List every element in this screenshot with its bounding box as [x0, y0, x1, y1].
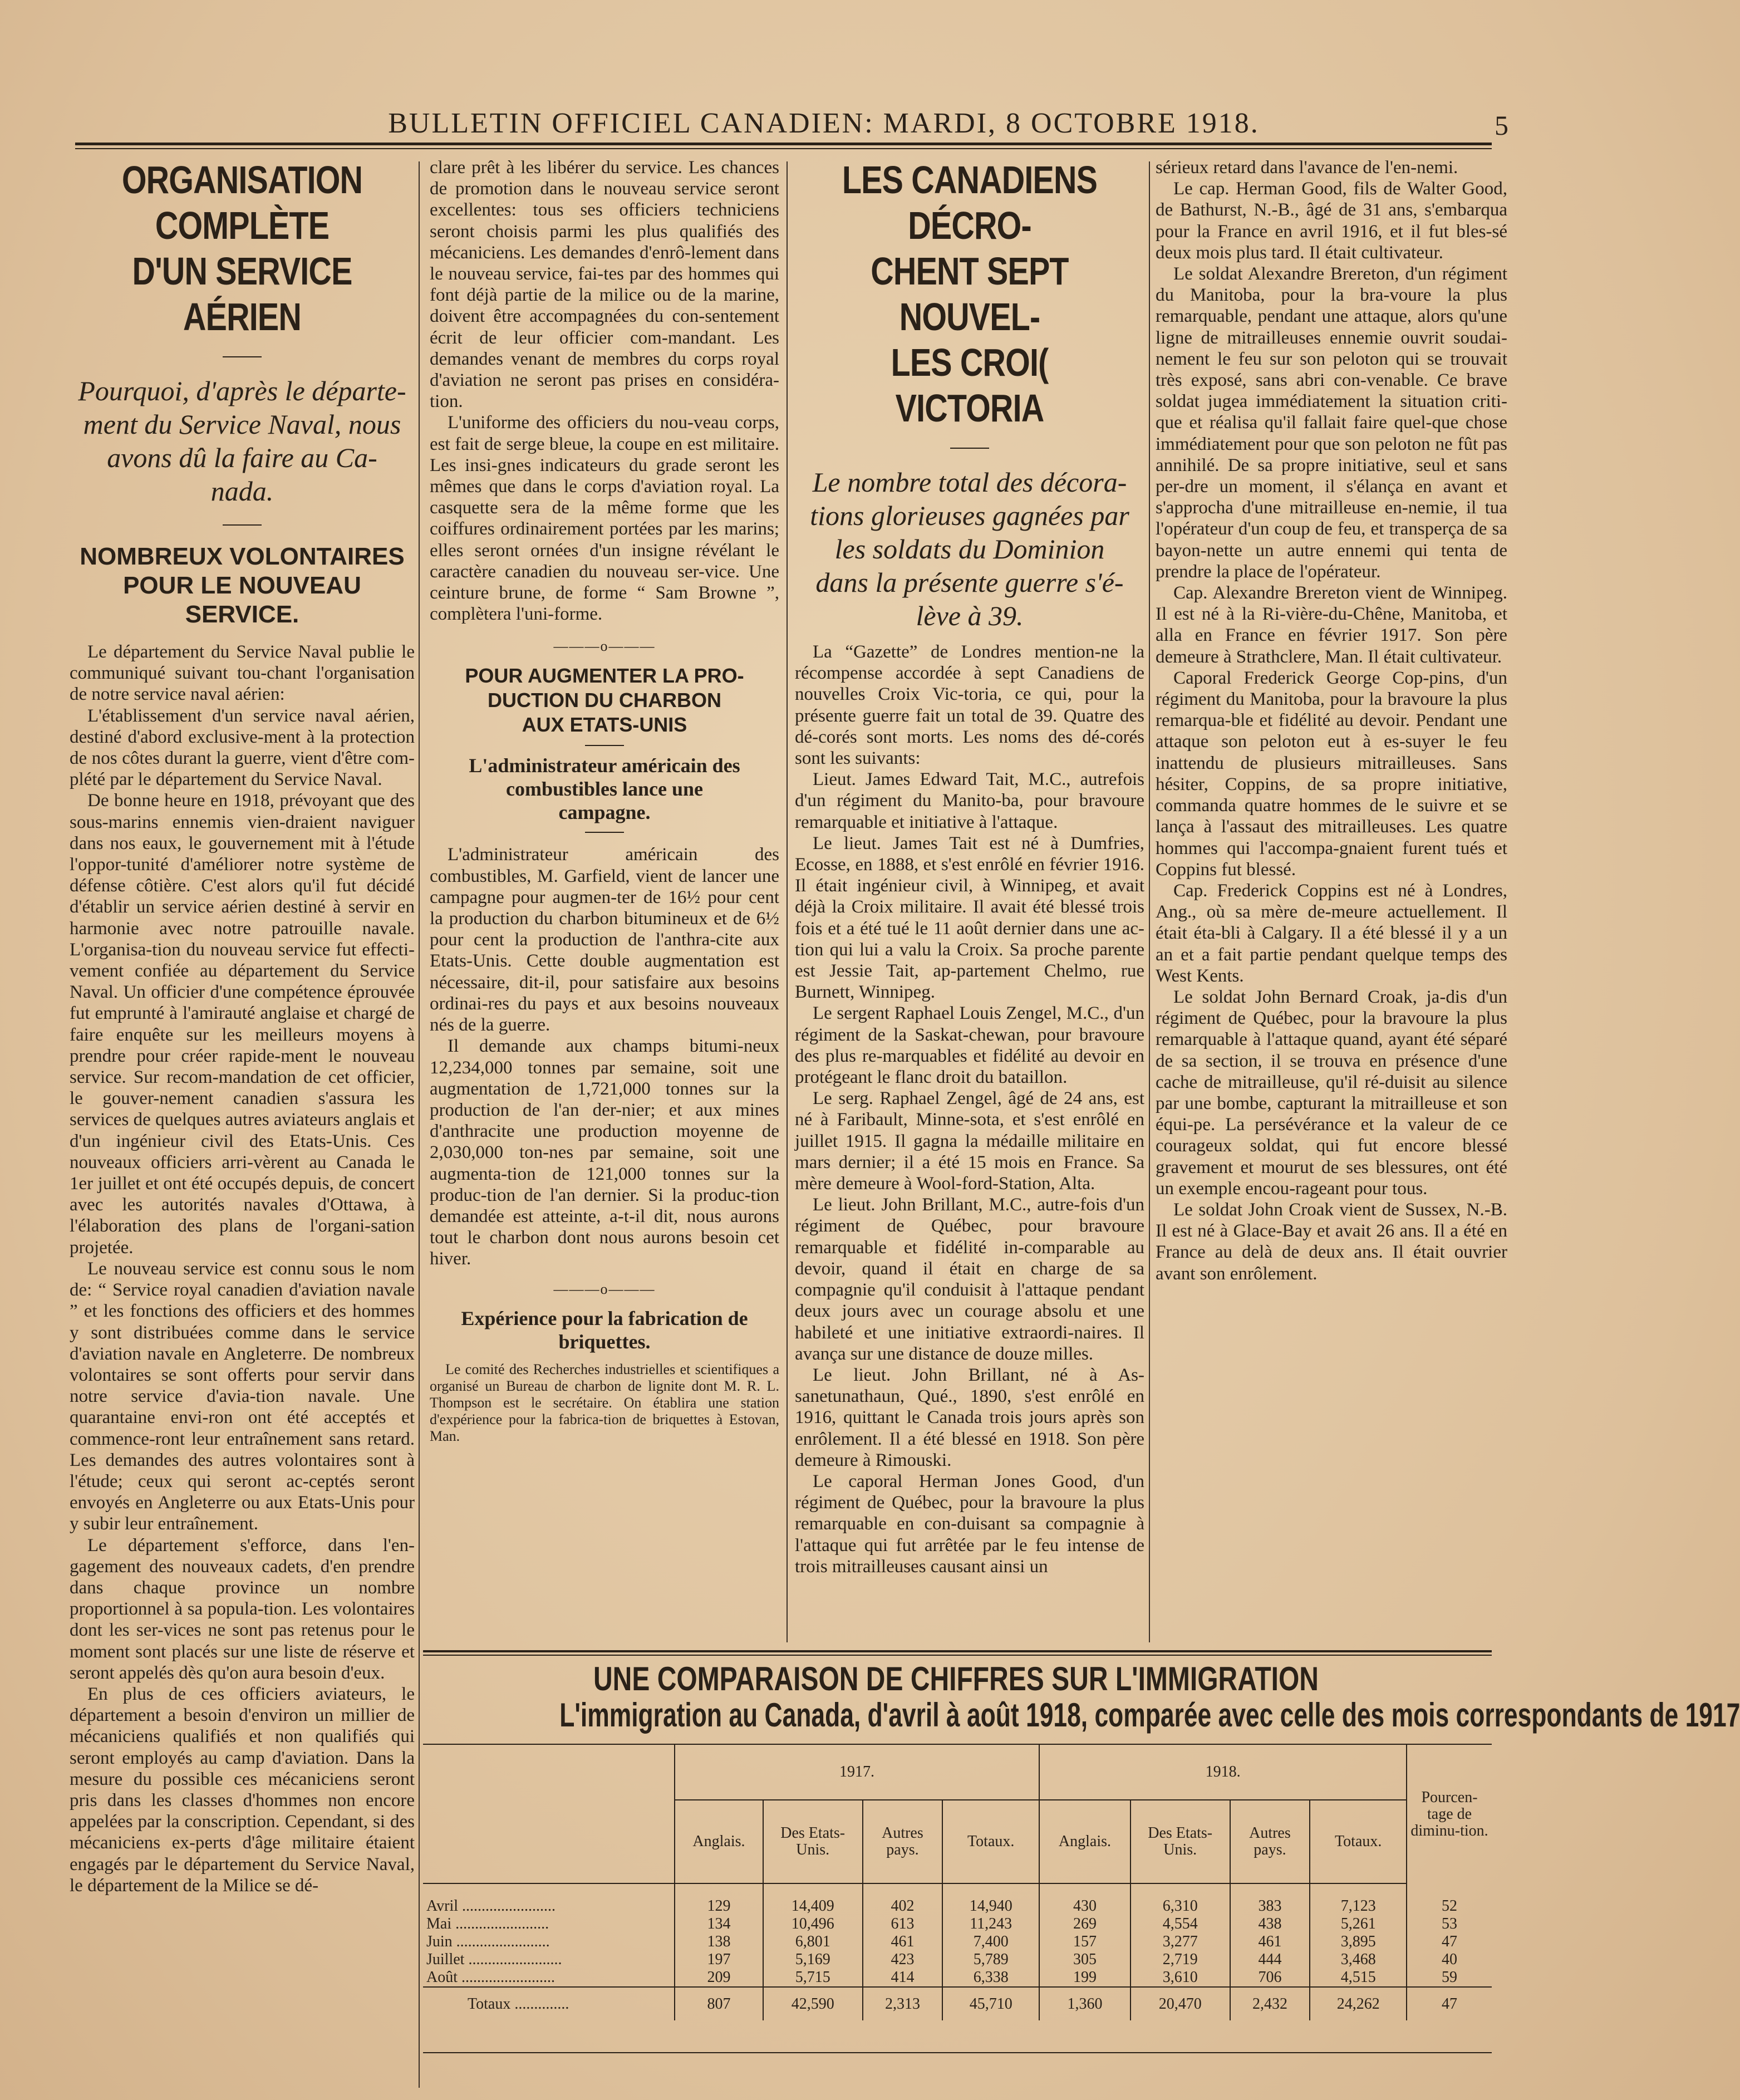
- paragraph: Le caporal Herman Jones Good, d'un régiment de Québec, pour la bravoure la plus remarquable en con-duisant sa compagnie à l'attaque qui fut arrêtée par le feu intense de trois mitrailleuses causant ainsi un: [795, 1471, 1144, 1577]
- table-cell: 3,895: [1310, 1933, 1407, 1951]
- article-headline: [101, 157, 384, 340]
- paragraph: Le lieut. James Tait est né à Dumfries, Ecosse, en 1888, et s'est enrôlé en février 1916. Il était ingénieur civil, à Winnipeg, et avait déjà la Croix militaire. Il avait été blessé trois fois et a été tué le 11 août dernier dans une ac-tion qui lui a valu la Croix. Sa proche parente est Jessie Tait, ap-partement Chelmo, rue Burnett, Winnipeg.: [795, 833, 1144, 1003]
- subhead-line: ment du Service Naval, nous: [83, 409, 401, 440]
- paragraph: L'établissement d'un service naval aérien, destiné d'abord exclusive-ment à la protection de nos côtes durant la guerre, vient d'être com-plété par le département du Service Naval.: [70, 705, 415, 790]
- table-cell: 2,432: [1230, 1987, 1310, 2020]
- separator: ———o———: [553, 638, 656, 655]
- table-cell: 45,710: [942, 1987, 1039, 2020]
- table-cell: 6,801: [763, 1933, 863, 1951]
- table-cell: 3,277: [1130, 1933, 1230, 1951]
- article-headline-briquettes: [430, 1307, 779, 1353]
- table-cell: 197: [675, 1951, 763, 1969]
- table-cell: 461: [863, 1933, 943, 1951]
- table-row: [423, 1915, 1492, 1933]
- row-label: Juillet ........................: [426, 1951, 562, 1968]
- article-body-vc: [795, 641, 1144, 1577]
- column-divider: [1149, 161, 1150, 1642]
- masthead-title: BULLETIN OFFICIEL CANADIEN: MARDI, 8 OCTOBRE 1918.: [388, 107, 1260, 139]
- subhead-line: Pourquoi, d'après le départe-: [78, 375, 406, 406]
- paragraph: L'administrateur américain des combustibles, M. Garfield, vient de lancer une campagne pour augmen-ter de 16½ pour cent la production du charbon bitumineux et de 6½ pour cent la production de l'anthra-cite aux Etats-Unis. Cette double augmentation est nécessaire, dit-il, pour satisfaire aux besoins ordinai-res du pays et aux besoins nouveaux nés de la guerre.: [430, 845, 779, 1036]
- table-row: [423, 1933, 1492, 1951]
- year-1918-header: 1918.: [1039, 1744, 1407, 1800]
- table-cell: 157: [1039, 1933, 1130, 1951]
- table-cell: 5,261: [1310, 1915, 1407, 1933]
- headline-line: LES CANADIENS DÉCRO-: [842, 158, 1098, 247]
- paragraph: Caporal Frederick George Cop-pins, d'un régiment du Manitoba, pour la bravoure la plus remarqua-ble et fidélité au devoir. Pendant une attaque son peloton eut à es-suyer le feu inattendu de plusieurs mitrailleuses. Sans hésiter, Coppins, de sa propre initiative, commanda quatre hommes de le suivre et se lança à l'assaut des mitrailleuses. Les quatre hommes qui l'accompa-gnaient furent tués et Coppins fut blessé.: [1156, 668, 1507, 880]
- paragraph: sérieux retard dans l'avance de l'en-nemi.: [1156, 158, 1458, 178]
- paragraph: La “Gazette” de Londres mention-ne la récompense accordée à sept Canadiens de nouvelles Croix Vic-toria, ce qui, pour la présente guerre fait un total de 39. Quatre des dé-corés sont morts. Les noms des dé-corés sont les suivants:: [795, 642, 1144, 769]
- paragraph: clare prêt à les libérer du service. Les chances de promotion dans le nouveau service seront excellentes: tous ses officiers techniciens seront choisis parmi les plus qualifiés des mécaniciens. Les demandes d'enrô-lement dans le nouveau service, fai-tes par des hommes qui font déjà partie de la milice ou de la marine, doivent être accompagnées du con-sentement écrit de leur officier com-mandant. Les demandes venant de membres du corps royal d'aviation ne seront pas prises en considéra-tion.: [430, 158, 779, 412]
- subhead-line: campagne.: [558, 801, 651, 824]
- year-1917-header: 1917.: [675, 1744, 1039, 1800]
- section-heading: [70, 542, 415, 629]
- col-header: Anglais.: [1039, 1800, 1130, 1883]
- subhead-line: lève à 39.: [916, 600, 1024, 631]
- table-cell: 423: [863, 1951, 943, 1969]
- paragraph: Le département du Service Naval publie le communiqué suivant tou-chant l'organisation de notre service naval aérien:: [70, 642, 415, 705]
- table-bottom-rule: [423, 2052, 1492, 2053]
- pct-header: Pourcen-tage de diminu-tion.: [1407, 1744, 1492, 1883]
- headline-line: DUCTION DU CHARBON: [488, 689, 721, 712]
- divider: [585, 832, 624, 833]
- subhead-line: nada.: [210, 475, 274, 507]
- section-heading-line: POUR LE NOUVEAU SERVICE.: [123, 572, 361, 628]
- article-subhead-charbon: [430, 754, 779, 824]
- table-cell: 6,310: [1130, 1883, 1230, 1915]
- column-3: [795, 157, 1144, 1577]
- col-header: Autres pays.: [863, 1800, 943, 1883]
- article-body-charbon: [430, 844, 779, 1269]
- divider: [223, 356, 262, 357]
- row-label: Mai ........................: [426, 1915, 549, 1932]
- paragraph: Cap. Frederick Coppins est né à Londres, Ang., où sa mère de-meure actuellement. Il était éta-bli à Calgary. Il a été blessé il y a un an et a fait partie pendant quelque temps des West Kents.: [1156, 880, 1507, 986]
- headline-line: CHENT SEPT NOUVEL-: [871, 249, 1069, 338]
- col-header: Anglais.: [675, 1800, 763, 1883]
- pct-cell: 53: [1407, 1915, 1492, 1933]
- col-header: Des Etats-Unis.: [1130, 1800, 1230, 1883]
- immigration-heading: [420, 1660, 1740, 1734]
- separator: ———o———: [553, 1280, 656, 1297]
- table-cell: 5,715: [763, 1969, 863, 1987]
- article-subhead-vc: [795, 465, 1144, 632]
- article-headline-vc: [827, 157, 1113, 431]
- table-cell: 1,360: [1039, 1987, 1130, 2020]
- article-subhead: [70, 374, 415, 508]
- pct-cell: 59: [1407, 1969, 1492, 1987]
- blank-cell: [423, 1744, 675, 1800]
- table-cell: 5,169: [763, 1951, 863, 1969]
- paragraph: Le lieut. John Brillant, né à As-sanetunathaun, Qué., 1890, s'est enrôlé en 1916, quittant le Canada trois jours après son enrôlement. Il a été blessé en 1918. Son père demeure à Rimouski.: [795, 1365, 1144, 1470]
- col-header: Totaux.: [1310, 1800, 1407, 1883]
- column-4: [1156, 157, 1507, 1284]
- headline-line: D'UN SERVICE AÉRIEN: [132, 249, 352, 338]
- paragraph: L'uniforme des officiers du nou-veau corps, est fait de serge bleue, la coupe en est militaire. Les insi-gnes indicateurs du grade seront les mêmes que dans le corps d'aviation royal. La casquette sera de la même forme que les coiffures ordinairement portées par les marins; elles seront ornées d'un insigne révélant le caractère canadien du nouveau ser-vice. Une ceinture brune, de forme “ Sam Browne ”, complètera l'uni-forme.: [430, 413, 779, 625]
- table-cell: 138: [675, 1933, 763, 1951]
- article-body: [70, 641, 415, 1896]
- table-cell: 4,554: [1130, 1915, 1230, 1933]
- table-cell: 2,719: [1130, 1951, 1230, 1969]
- paragraph: Le cap. Herman Good, fils de Walter Good, de Bathurst, N.-B., âgé de 31 ans, s'embarqua pour la France en avril 1916, et il fut bles-sé deux mois plus tard. Il était cultivateur.: [1156, 179, 1507, 263]
- divider: [950, 448, 989, 449]
- section-heading-line: NOMBREUX VOLONTAIRES: [80, 543, 405, 570]
- table-body: [423, 1883, 1492, 2020]
- table-cell: 438: [1230, 1915, 1310, 1933]
- headline-line: POUR AUGMENTER LA PRO-: [465, 664, 744, 688]
- column-2: [430, 157, 779, 1445]
- table-cell: 305: [1039, 1951, 1130, 1969]
- paragraph: Le comité des Recherches industrielles et scientifiques a organisé un Bureau de charbon de lignite dont M. R. L. Thompson est le secrétaire. On établira une station d'expérience pour la fabrica-tion de briquettes à Estovan, Man.: [430, 1361, 779, 1444]
- subhead-line: avons dû la faire au Ca-: [107, 442, 377, 473]
- table-cell: 3,468: [1310, 1951, 1407, 1969]
- table-cell: 269: [1039, 1915, 1130, 1933]
- table-cell: 209: [675, 1969, 763, 1987]
- divider: [223, 524, 262, 526]
- table-cell: 20,470: [1130, 1987, 1230, 2020]
- table-cell: 24,262: [1310, 1987, 1407, 2020]
- headline-line: Expérience pour la fabrication de: [461, 1307, 748, 1329]
- table-cell: 613: [863, 1915, 943, 1933]
- table-cell: 7,400: [942, 1933, 1039, 1951]
- article-continuation: [430, 157, 779, 625]
- pct-cell: 40: [1407, 1951, 1492, 1969]
- subhead-line: L'administrateur américain des: [469, 754, 740, 777]
- table-cell: 6,338: [942, 1969, 1039, 1987]
- paragraph: Le soldat John Croak vient de Sussex, N.-B. Il est né à Glace-Bay et avait 26 ans. Il a été en France au delà de deux ans. Il était ouvrier avant son enrôlement.: [1156, 1199, 1507, 1284]
- subhead-line: tions glorieuses gagnées par: [810, 500, 1129, 531]
- paragraph: En plus de ces officiers aviateurs, le département a besoin d'environ un millier de mécaniciens qualifiés et non qualifiés qui seront employés au camp d'aviation. Dans la mesure du possible ces mécaniciens seront pris dans les classes d'hommes non encore appelées par la conscription. Cependant, si des mécaniciens ex-perts d'âge militaire étaient engagés par le département du Service Naval, le département de la Milice se dé-: [70, 1684, 415, 1896]
- headline-line: briquettes.: [558, 1330, 651, 1353]
- subhead-line: Le nombre total des décora-: [812, 467, 1127, 498]
- table-cell: 402: [863, 1883, 943, 1915]
- table-cell: 10,496: [763, 1915, 863, 1933]
- table-cell: 134: [675, 1915, 763, 1933]
- table-header-years: [423, 1744, 1492, 1800]
- article-continuation-vc: [1156, 157, 1507, 1284]
- table-row: [423, 1969, 1492, 1987]
- col-header: Totaux.: [942, 1800, 1039, 1883]
- table-cell: 444: [1230, 1951, 1310, 1969]
- table-row: [423, 1883, 1492, 1915]
- table-top-rule: [423, 1650, 1492, 1652]
- headline-line: AUX ETATS-UNIS: [522, 713, 687, 737]
- table-cell: 7,123: [1310, 1883, 1407, 1915]
- subhead-line: combustibles lance une: [505, 778, 704, 801]
- table-row: [423, 1951, 1492, 1969]
- table-cell: 461: [1230, 1933, 1310, 1951]
- table-cell: 383: [1230, 1883, 1310, 1915]
- table-cell: 129: [675, 1883, 763, 1915]
- divider: [585, 745, 624, 746]
- paragraph: Le soldat Alexandre Brereton, d'un régiment du Manitoba, pour la bra-voure la plus remarquable, pendant une attaque, alors qu'une ligne de mitrailleuses ennemie ouvrit soudai-nement le feu sur son peloton qui se trouvait très exposé, sans abri con-venable. Ce brave soldat jugea immédiatement la situation criti-que et réalisa qu'il fallait faire quel-que chose immédiatement pour que son peloton ne fût pas annihilé. De sa propre initiative, seul et sans per-dre un moment, il s'élança en avant et s'approcha d'une mitrailleuse en-nemie, il tua l'opérateur d'un coup de feu, et transperça de sa bayon-nette un autre ennemi qui tenta de prendre la place de l'opérateur.: [1156, 264, 1507, 582]
- paragraph: Le nouveau service est connu sous le nom de: “ Service royal canadien d'aviation navale ” et les fonctions des officiers et des hommes y sont distribuées comme dans le service d'aviation navale en Angleterre. De nombreux volontaires se sont offerts pour servir dans notre service d'avia-tion navale. Une quarantaine envi-ron ont été acceptés et commence-ront leur entraînement sans retard. Les demandes des autres volontaires sont à l'étude; ceux qui seront ac-ceptés seront envoyés en Angleterre ou aux Etats-Unis pour y subir leur entraînement.: [70, 1258, 415, 1534]
- table-cell: 430: [1039, 1883, 1130, 1915]
- column-divider: [419, 161, 420, 2088]
- table-cell: 2,313: [863, 1987, 943, 2020]
- table-cell: 807: [675, 1987, 763, 2020]
- immigration-table: [423, 1744, 1492, 2020]
- table-cell: 42,590: [763, 1987, 863, 2020]
- page-number: 5: [1495, 110, 1508, 141]
- paragraph: Le soldat John Bernard Croak, ja-dis d'un régiment de Québec, pour la bravoure la plus remarquable à l'attaque quand, ayant été séparé de sa section, il se trouva en présence d'une cache de mitrailleuse, qu'il ré-duisit au silence par une bombe, capturant la mitrailleuse et son équi-pe. La persévérance et la valeur de ce courageux soldat, qui fut encore blessé gravement et mourut de ses blessures, ont été un exemple encou-rageant pour tous.: [1156, 987, 1507, 1199]
- table-cell: 14,409: [763, 1883, 863, 1915]
- pct-cell: 52: [1407, 1883, 1492, 1915]
- paragraph: Il demande aux champs bitumi-neux 12,234,000 tonnes par semaine, soit une augmentation de 1,721,000 tonnes sur la production de l'an der-nier; et aux mines d'anthracite une production moyenne de 2,030,000 ton-nes par semaine, soit une augmenta-tion de 121,000 tonnes sur la produc-tion de l'an dernier. Si la produc-tion demandée est atteinte, a-t-il dit, nous aurons tout le charbon dont nous aurons besoin cet hiver.: [430, 1036, 779, 1269]
- table-cell: 11,243: [942, 1915, 1039, 1933]
- headline-line: LES CROI( VICTORIA: [891, 341, 1049, 430]
- table-cell: 706: [1230, 1969, 1310, 1987]
- table-cell: 5,789: [942, 1951, 1039, 1969]
- subhead-line: les soldats du Dominion: [834, 533, 1105, 565]
- table-top-rule-thin: [423, 1655, 1492, 1656]
- paragraph: Le département s'efforce, dans l'en-gagement des nouveaux cadets, d'en prendre dans chaque province un nombre proportionnel à sa popula-tion. Les volontaires dont les ser-vices ne sont pas retenus pour le moment sont placés sur une liste de réserve et seront appelés dès qu'on aura besoin d'eux.: [70, 1535, 415, 1683]
- paragraph: Le serg. Raphael Zengel, âgé de 24 ans, est né à Faribault, Minne-sota, et s'est enrôlé en juillet 1915. Il gagna la médaille militaire en mars dernier; il a été 15 mois en France. Sa mère demeure à Wool-ford-Station, Alta.: [795, 1088, 1144, 1194]
- table-total-row: [423, 1987, 1492, 2020]
- pct-cell: 47: [1407, 1933, 1492, 1951]
- paragraph: Lieut. James Edward Tait, M.C., autrefois d'un régiment du Manito-ba, pour bravoure remarquable et initiative à l'attaque.: [795, 769, 1144, 832]
- col-header: Des Etats-Unis.: [763, 1800, 863, 1883]
- table-header-columns: [423, 1800, 1492, 1883]
- paragraph: De bonne heure en 1918, prévoyant que des sous-marins ennemis vien-draient naviguer dans nos eaux, le gouvernement mit à l'étude l'oppor-tunité d'améliorer notre système de défense côtière. C'est alors qu'il fut décidé d'établir un service aérien destiné à servir en harmonie avec notre patrouille navale. L'organisa-tion du nouveau service fut effecti-vement confiée au département du Service Naval. Un officier d'une compétence éprouvée fut emprunté à l'amirauté anglaise et chargé de faire enquête sur les meilleurs moyens à prendre pour créer rapide-ment le nouveau service. Sur recom-mandation de cet officier, le gouver-nement canadien s'assura les services de quelques autres aviateurs anglais et d'un ingénieur civil des Etats-Unis. Ces nouveaux officiers arri-vèrent au Canada le 1er juillet et ont été occupés depuis, de concert avec les autorités navales d'Ottawa, à l'élaboration des plans de l'organi-sation projetée.: [70, 791, 415, 1258]
- column-1: [70, 157, 415, 1896]
- table-cell: 3,610: [1130, 1969, 1230, 1987]
- headline-line: ORGANISATION COMPLÈTE: [121, 158, 363, 247]
- article-body-briquettes: [430, 1361, 779, 1445]
- immigration-subtitle: L'immigration au Canada, d'avril à août 1918, comparée avec celle des mois correspondants de 1917: [559, 1696, 1740, 1734]
- header-rule-thin: [75, 148, 1492, 149]
- table-cell: 4,515: [1310, 1969, 1407, 1987]
- paragraph: Le lieut. John Brillant, M.C., autre-fois d'un régiment de Québec, pour bravoure remarquable et fidélité in-comparable au devoir, quand il était en charge de sa compagnie qu'il conduisit à l'attaque pendant deux jours avec un courage absolu et une habileté et une initiative extraordi-naires. Il avança sur une distance de douze milles.: [795, 1195, 1144, 1364]
- row-label: Totaux ..............: [423, 1987, 675, 2020]
- row-label: Juin ........................: [426, 1933, 550, 1950]
- paragraph: Le sergent Raphael Louis Zengel, M.C., d'un régiment de la Saskat-chewan, pour bravoure des plus re-marquables et fidélité au devoir en protégeant le flanc droit du bataillon.: [795, 1003, 1144, 1088]
- table-cell: 414: [863, 1969, 943, 1987]
- table-cell: 14,940: [942, 1883, 1039, 1915]
- paragraph: Cap. Alexandre Brereton vient de Winnipeg. Il est né à la Ri-vière-du-Chêne, Manitoba, et alla en France en février 1917. Son père demeure à Strathclere, Man. Il était cultivateur.: [1156, 583, 1507, 667]
- page-header: [72, 101, 1508, 146]
- column-divider: [787, 161, 788, 1642]
- immigration-title: UNE COMPARAISON DE CHIFFRES SUR L'IMMIGRATION: [593, 1660, 1319, 1697]
- table-cell: 199: [1039, 1969, 1130, 1987]
- pct-cell: 47: [1407, 1987, 1492, 2020]
- article-headline-charbon: [430, 664, 779, 737]
- blank-cell: [423, 1800, 675, 1883]
- col-header: Autres pays.: [1230, 1800, 1310, 1883]
- row-label: Août ........................: [426, 1969, 555, 1986]
- subhead-line: dans la présente guerre s'é-: [815, 567, 1124, 598]
- row-label: Avril ........................: [426, 1897, 556, 1915]
- header-rule: [75, 143, 1492, 145]
